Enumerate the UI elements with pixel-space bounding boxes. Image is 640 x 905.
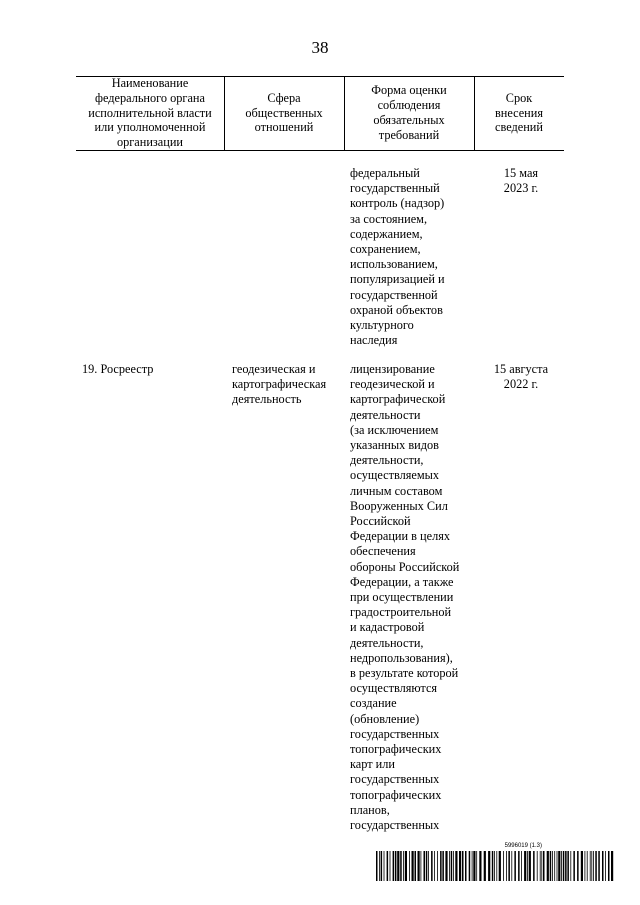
barcode-bar (462, 851, 464, 881)
barcode-bar (524, 851, 526, 881)
document-barcode (376, 843, 614, 883)
barcode-bar (558, 851, 560, 881)
barcode-bar (521, 851, 522, 881)
barcode-bar (440, 851, 442, 881)
barcode-bar (499, 851, 501, 881)
row2-form: лицензирование геодезической и картографической деятельности (за исключением указанных видов деятельности, осуществляемых личным составом Вооруженных Сил Российской Федерации в целях обеспечения обороны Российской Федерации, а также при осуществлении градостроительной и кадастровой деятельности, недропользования), в результате которой осуществляются создание (обновление) государственных топографических карт или государственных топографических планов, государственных (350, 362, 460, 833)
barcode-bar (527, 851, 528, 881)
barcode-bar (543, 851, 545, 881)
barcode-bar (473, 851, 475, 881)
barcode-bar (434, 851, 435, 881)
barcode-bar (591, 851, 592, 881)
barcode-bar (437, 851, 438, 881)
barcode-bar (494, 851, 495, 881)
barcode-bar (393, 851, 395, 881)
page-number: 38 (311, 38, 329, 57)
row2-deadline: 15 августа 2022 г. (493, 362, 549, 392)
barcode-bar (442, 851, 444, 881)
barcode-bar (587, 851, 588, 881)
barcode-bar (552, 851, 553, 881)
barcode-bar (503, 851, 504, 881)
barcode-bar (379, 851, 380, 881)
barcode-bar (593, 851, 594, 881)
barcode-bar (506, 851, 507, 881)
barcode-bar (469, 851, 471, 881)
header-form: Форма оценки соблюдения обязательных требований (371, 83, 447, 142)
header-sphere: Сфера общественных отношений (245, 90, 323, 135)
barcode-code: 5996019 (1.3) (504, 843, 542, 849)
barcode-bar (608, 851, 610, 881)
barcode-bar (459, 851, 461, 881)
barcode-bar (449, 851, 450, 881)
barcode-bar (397, 851, 399, 881)
barcode-bar (453, 851, 454, 881)
barcode-bar (590, 851, 591, 881)
barcode-bar (451, 851, 453, 881)
barcode-bar (529, 851, 531, 881)
barcode-bar (384, 851, 385, 881)
barcode-bar (496, 851, 497, 881)
row1-form: федеральный государственный контроль (надзор) за состоянием, содержанием, сохранением, использованием, популяризацией и государственной охраной объектов культурного наследия (350, 166, 445, 348)
barcode-bar (421, 851, 422, 881)
barcode-bar (563, 851, 565, 881)
barcode-bar (595, 851, 597, 881)
barcode-bar (488, 851, 490, 881)
barcode-bar (585, 851, 586, 881)
barcode-bar (554, 851, 555, 881)
barcode-bar (508, 851, 510, 881)
row2-sphere: геодезическая и картографическая деятельность (232, 362, 327, 407)
barcode-bar (540, 851, 541, 881)
barcode-bar (602, 851, 604, 881)
barcode-bar (405, 851, 407, 881)
barcode-bar (511, 851, 512, 881)
barcode-bar (424, 851, 426, 881)
barcode-bar (426, 851, 428, 881)
barcode-bar (431, 851, 433, 881)
barcode-bar (561, 851, 562, 881)
barcode-bar (418, 851, 420, 881)
barcode-bar (484, 851, 486, 881)
header-bottom-rule (76, 150, 564, 151)
barcode-bar (567, 851, 569, 881)
barcode-bar (547, 851, 549, 881)
barcode-bar (409, 851, 410, 881)
barcode-bar (598, 851, 600, 881)
barcode-bar (445, 851, 447, 881)
barcode-bar (537, 851, 538, 881)
barcode-bar (428, 851, 429, 881)
barcode-bar (403, 851, 404, 881)
barcode-bar (514, 851, 516, 881)
barcode-image (376, 851, 614, 881)
barcode-bar (518, 851, 520, 881)
barcode-bar (395, 851, 397, 881)
barcode-bar (533, 851, 535, 881)
barcode-bar (557, 851, 558, 881)
barcode-bar (492, 851, 494, 881)
row1-deadline: 15 мая 2023 г. (503, 166, 539, 196)
barcode-bar (577, 851, 579, 881)
barcode-bar (390, 851, 391, 881)
barcode-bar (479, 851, 481, 881)
barcode-bar (376, 851, 378, 881)
barcode-bar (611, 851, 613, 881)
barcode-bar (472, 851, 473, 881)
row2-org: 19. Росреестр (82, 362, 154, 376)
barcode-bar (455, 851, 457, 881)
barcode-bar (573, 851, 575, 881)
barcode-bar (415, 851, 417, 881)
barcode-bar (381, 851, 383, 881)
barcode-bar (605, 851, 606, 881)
barcode-bar (570, 851, 571, 881)
barcode-bar (412, 851, 414, 881)
barcode-bar (465, 851, 467, 881)
barcode-bar (476, 851, 477, 881)
header-org: Наименование федерального органа исполнительной власти или уполномоченной организации (88, 76, 212, 150)
header-deadline: Срок внесения сведений (494, 90, 544, 135)
barcode-bar (541, 851, 542, 881)
barcode-bar (400, 851, 402, 881)
barcode-bar (387, 851, 389, 881)
barcode-bar (550, 851, 552, 881)
barcode-bar (565, 851, 567, 881)
barcode-bar (581, 851, 583, 881)
